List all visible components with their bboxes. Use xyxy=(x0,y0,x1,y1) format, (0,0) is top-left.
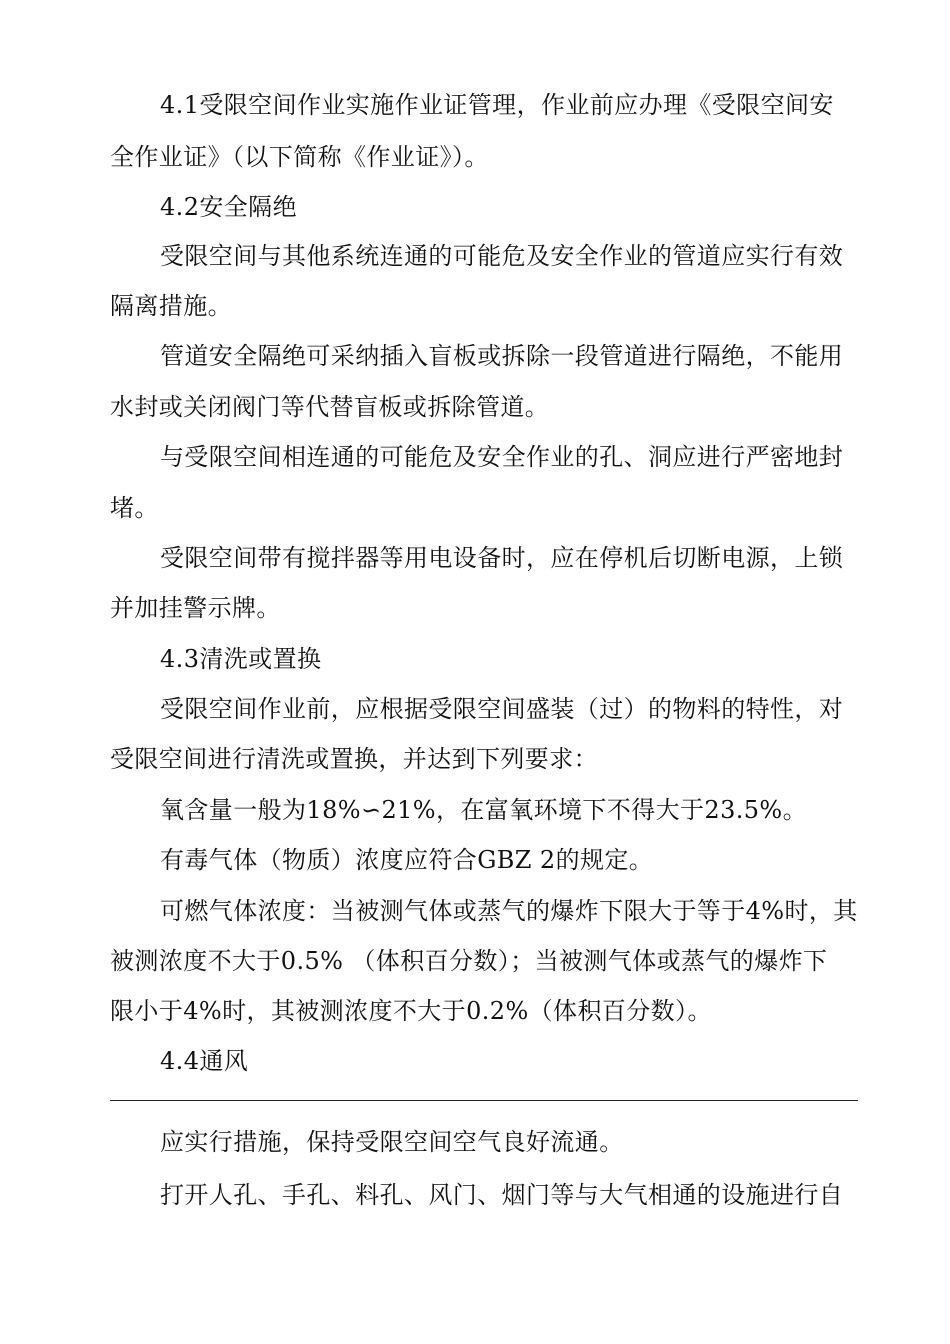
requirement-flammable-line-1: 可燃气体浓度：当被测气体或蒸气的爆炸下限大于等于4%时，其 xyxy=(160,897,858,925)
requirement-flammable-line-2: 被测浓度不大于0.5% （体积百分数）；当被测气体或蒸气的爆炸下 xyxy=(110,947,828,975)
paragraph-holes-line-2: 堵。 xyxy=(110,494,159,522)
requirement-oxygen: 氧含量一般为18%∽21%，在富氧环境下不得大于23.5%。 xyxy=(160,796,808,824)
paragraph-4-1-line-1: 4.1受限空间作业实施作业证管理，作业前应办理《受限空间安 xyxy=(160,91,834,119)
page-divider xyxy=(110,1100,858,1101)
paragraph-ventilation-line-1: 应实行措施，保持受限空间空气良好流通。 xyxy=(160,1128,624,1156)
requirement-toxic-gas: 有毒气体（物质）浓度应符合GBZ 2的规定。 xyxy=(160,846,654,874)
paragraph-ventilation-line-2: 打开人孔、手孔、料孔、风门、烟门等与大气相通的设施进行自 xyxy=(160,1181,844,1209)
paragraph-power-line-2: 并加挂警示牌。 xyxy=(110,594,281,622)
paragraph-power-line-1: 受限空间带有搅拌器等用电设备时，应在停机后切断电源，上锁 xyxy=(160,544,844,572)
paragraph-isolation-line-1: 受限空间与其他系统连通的可能危及安全作业的管道应实行有效 xyxy=(160,242,844,270)
paragraph-blind-plate-line-2: 水封或关闭阀门等代替盲板或拆除管道。 xyxy=(110,393,550,421)
paragraph-isolation-line-2: 隔离措施。 xyxy=(110,292,232,320)
heading-4-2: 4.2安全隔绝 xyxy=(160,193,297,221)
paragraph-4-1-line-2: 全作业证》（以下简称《作业证》）。 xyxy=(110,143,489,171)
heading-4-3: 4.3清洗或置换 xyxy=(160,645,322,673)
paragraph-blind-plate-line-1: 管道安全隔绝可采纳插入盲板或拆除一段管道进行隔绝，不能用 xyxy=(160,342,844,370)
paragraph-cleaning-line-2: 受限空间进行清洗或置换，并达到下列要求： xyxy=(110,745,598,773)
paragraph-cleaning-line-1: 受限空间作业前，应根据受限空间盛装（过）的物料的特性，对 xyxy=(160,695,844,723)
heading-4-4: 4.4通风 xyxy=(160,1047,249,1075)
requirement-flammable-line-3: 限小于4%时，其被测浓度不大于0.2%（体积百分数）。 xyxy=(110,997,712,1025)
paragraph-holes-line-1: 与受限空间相连通的可能危及安全作业的孔、洞应进行严密地封 xyxy=(160,443,844,471)
